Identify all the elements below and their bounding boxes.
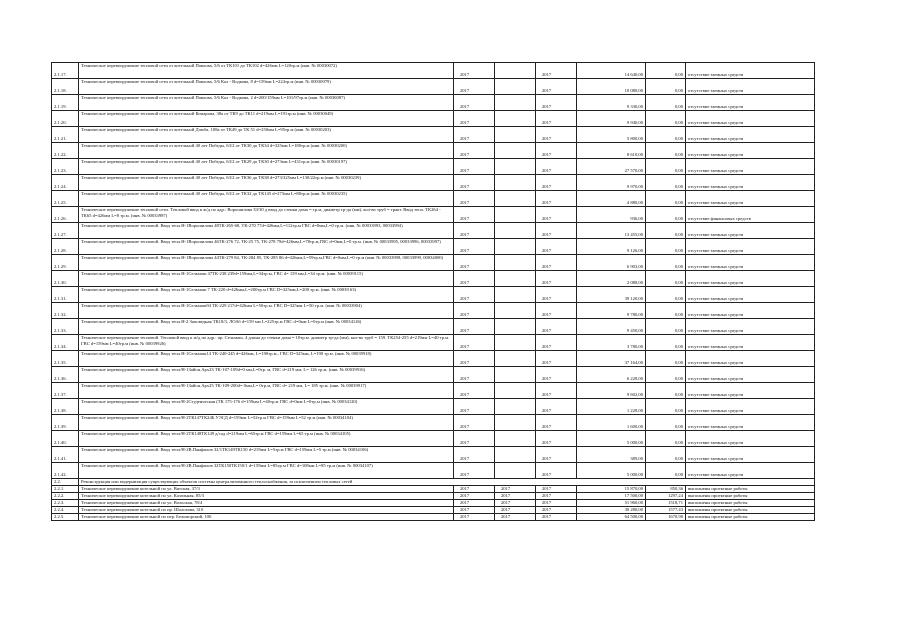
row-number: 2.1.37. bbox=[52, 383, 79, 399]
row-note: отсутствие заемных средств bbox=[686, 367, 815, 383]
row-value: 0,00 bbox=[646, 159, 686, 175]
row-value: 0,00 bbox=[646, 207, 686, 223]
table-row bbox=[52, 493, 815, 500]
row-empty-cell bbox=[495, 431, 536, 447]
section-number: 2.2. bbox=[52, 479, 79, 486]
investment-table bbox=[51, 62, 815, 521]
table-row bbox=[52, 431, 815, 447]
row-description: Техническое перевооружение тепловой. Ввод тепл.Н-1Ворошилова 46ТК-276 72, ТК-25 75, ТК-278 79d=426мм,L=78тр.м,ГВС d=0мм,L=0 тр.м. (инв. № 00033995, 00033996, 00033997) bbox=[79, 239, 454, 255]
row-amount: 17 500,00 bbox=[577, 493, 646, 500]
table-row bbox=[52, 95, 815, 111]
row-value: 0,00 bbox=[646, 175, 686, 191]
table-row bbox=[52, 303, 815, 319]
table-row bbox=[52, 207, 815, 223]
row-year-start: 2017 bbox=[454, 159, 495, 175]
row-value: 1518,71 bbox=[646, 500, 686, 507]
row-year-start: 2017 bbox=[454, 319, 495, 335]
row-number: 2.1.31. bbox=[52, 287, 79, 303]
row-note: отсутствие заемных средств bbox=[686, 335, 815, 351]
row-year-end: 2017 bbox=[536, 319, 577, 335]
row-description: Техническое перевооружение тепловой. Ввод тепл.Н-1Ворошилова 44ТК-279 84, ТК-284 85, ТК-285 86 d=426мм,L=59тр.м,ГВС d=0мм,L=0 тр.м (инв. № 00033998, 00033999, 00034000) bbox=[79, 255, 454, 271]
row-value: 0,00 bbox=[646, 351, 686, 367]
row-number: 2.1.20. bbox=[52, 111, 79, 127]
row-value: 0,00 bbox=[646, 415, 686, 431]
row-note: отсутствие заемных средств bbox=[686, 143, 815, 159]
row-year-end: 2017 bbox=[536, 493, 577, 500]
table-row bbox=[52, 239, 815, 255]
row-year-end: 2017 bbox=[536, 63, 577, 79]
row-year-end: 2017 bbox=[536, 514, 577, 521]
row-year-end: 2017 bbox=[536, 111, 577, 127]
row-note: отсутствие заемных средств bbox=[686, 255, 815, 271]
row-amount: 10 080,00 bbox=[577, 79, 646, 95]
row-amount: 39 120,00 bbox=[577, 287, 646, 303]
row-number: 2.1.32. bbox=[52, 303, 79, 319]
row-note: отсутствие заемных средств bbox=[686, 431, 815, 447]
row-number: 2.1.39. bbox=[52, 415, 79, 431]
table-row bbox=[52, 111, 815, 127]
row-description: Техническое перевооружение тепловой. Ввод тепл/Н-1Зайон.Арх25 ТК-109-200d= 0мм,L= 0тр.м, ГВС d= 219 мм, L= 185 тр.м. (инв. № 00039917) bbox=[79, 383, 454, 399]
row-empty-cell bbox=[495, 239, 536, 255]
row-value: 0,00 bbox=[646, 447, 686, 463]
table-row bbox=[52, 79, 815, 95]
row-empty-cell bbox=[495, 367, 536, 383]
row-year-end: 2017 bbox=[536, 271, 577, 287]
row-value: 0,00 bbox=[646, 127, 686, 143]
row-note: отсутствие заемных средств bbox=[686, 383, 815, 399]
row-empty-cell bbox=[495, 255, 536, 271]
row-note: отсутствие заемных средств bbox=[686, 463, 815, 479]
row-note: отсутствие заемных средств bbox=[686, 319, 815, 335]
row-year-end: 2017 bbox=[536, 486, 577, 493]
table-body bbox=[52, 63, 815, 521]
row-value: 0,00 bbox=[646, 319, 686, 335]
table-row bbox=[52, 447, 815, 463]
row-year-start: 2017 bbox=[454, 447, 495, 463]
row-amount: 1 600,00 bbox=[577, 415, 646, 431]
row-number: 2.1.29. bbox=[52, 255, 79, 271]
row-year-end: 2017 bbox=[536, 287, 577, 303]
row-number: 2.2.4. bbox=[52, 507, 79, 514]
row-number: 2.1.18. bbox=[52, 79, 79, 95]
row-note: выполнены проектные работы bbox=[686, 500, 815, 507]
row-value: 0,00 bbox=[646, 63, 686, 79]
row-amount: 389,00 bbox=[577, 447, 646, 463]
row-year-mid: 2017 bbox=[495, 500, 536, 507]
row-amount: 14 640,00 bbox=[577, 63, 646, 79]
row-year-end: 2017 bbox=[536, 223, 577, 239]
row-note: отсутствие заемных средств bbox=[686, 191, 815, 207]
row-year-start: 2017 bbox=[454, 507, 495, 514]
row-empty-cell bbox=[495, 335, 536, 351]
row-empty-cell bbox=[495, 111, 536, 127]
row-number: 2.1.35. bbox=[52, 351, 79, 367]
row-value: 1670,90 bbox=[646, 514, 686, 521]
table-row bbox=[52, 514, 815, 521]
row-description: Техническое перевооружение котельной по ул. Вятская, 37/3 bbox=[79, 486, 454, 493]
document-sheet bbox=[51, 62, 814, 521]
row-year-start: 2017 bbox=[454, 207, 495, 223]
row-description: Техническое перевооружение тепловой сети от котельной Дзюба, 108а от ТК49 до ТК 51 d=250мм L=95тр.м (инв. № 00030203) bbox=[79, 127, 454, 143]
row-year-end: 2017 bbox=[536, 303, 577, 319]
row-year-end: 2017 bbox=[536, 399, 577, 415]
row-description: Техническое перевооружение котельной по ул. Вольская, 78/4 bbox=[79, 500, 454, 507]
table-row bbox=[52, 143, 815, 159]
row-year-start: 2017 bbox=[454, 95, 495, 111]
row-note: отсутствие заемных средств bbox=[686, 63, 815, 79]
row-value: 0,00 bbox=[646, 95, 686, 111]
row-amount: 9 450,00 bbox=[577, 319, 646, 335]
table-row bbox=[52, 255, 815, 271]
row-description: Техническое перевооружение тепловой сети от котельной 40 лет Победы, 63/2 от ТК32 до ТК145 d=273мм L=80тр.м (инв. № 00030235) bbox=[79, 191, 454, 207]
row-year-start: 2017 bbox=[454, 514, 495, 521]
row-amount: 4 880,00 bbox=[577, 191, 646, 207]
row-year-end: 2017 bbox=[536, 207, 577, 223]
row-amount: 13 455,00 bbox=[577, 223, 646, 239]
row-description: Техническое перевооружение тепловой. Ввод тепл/Н-2ТК147ТК24Б УЭСД d=159мм L=52тр.м ГВС d=159мм L=52 тр.м (инв. № 00034104) bbox=[79, 415, 454, 431]
row-number: 2.1.42. bbox=[52, 463, 79, 479]
row-empty-cell bbox=[495, 383, 536, 399]
table-row bbox=[52, 175, 815, 191]
row-empty-cell bbox=[495, 287, 536, 303]
row-value: 1577,43 bbox=[646, 507, 686, 514]
row-value: 0,00 bbox=[646, 335, 686, 351]
row-number: 2.1.27. bbox=[52, 223, 79, 239]
table-row bbox=[52, 415, 815, 431]
row-year-end: 2017 bbox=[536, 351, 577, 367]
row-number: 2.1.33. bbox=[52, 319, 79, 335]
row-year-start: 2017 bbox=[454, 223, 495, 239]
row-number: 2.2.5. bbox=[52, 514, 79, 521]
row-description: Техническое перевооружение тепловой сети. Тепловой ввод к ж/д по адр.: Ворошилова 33/30 д ввод до стенки дома = тр.м, диаметр тр-да (мм), кол-во труб = тракт. Ввод тепл. ТК264 - ТК65 d=426мм L=8 тр.м. (инв. № 00033987) bbox=[79, 207, 454, 223]
row-value: 0,00 bbox=[646, 143, 686, 159]
row-amount: 936,00 bbox=[577, 207, 646, 223]
table-row bbox=[52, 191, 815, 207]
row-year-mid: 2017 bbox=[495, 507, 536, 514]
row-description: Техническое перевооружение котельной по пер. Беломорский, 100 bbox=[79, 514, 454, 521]
row-year-mid: 2017 bbox=[495, 514, 536, 521]
row-value: 850,36 bbox=[646, 486, 686, 493]
row-note: отсутствие заемных средств bbox=[686, 447, 815, 463]
row-description: Техническое перевооружение тепловой сети от котельной 40 лет Победы, 63/2 от ТК36 до ТК38 d=273/325мм L=130/22тр.м (инв. № 00030239) bbox=[79, 175, 454, 191]
row-value: 0,00 bbox=[646, 399, 686, 415]
row-amount: 64 500,00 bbox=[577, 514, 646, 521]
row-year-start: 2017 bbox=[454, 143, 495, 159]
row-amount: 3 780,00 bbox=[577, 335, 646, 351]
row-description: Техническое перевооружение тепловой сети от котельной 40 лет Победы, 63/2 от ТК30 до ТК34 d=325мм L=180тр.м (инв. № 00030200) bbox=[79, 143, 454, 159]
row-year-end: 2017 bbox=[536, 191, 577, 207]
table-row bbox=[52, 319, 815, 335]
row-year-start: 2017 bbox=[454, 415, 495, 431]
row-amount: 9 602,00 bbox=[577, 383, 646, 399]
row-amount: 9 970,00 bbox=[577, 175, 646, 191]
row-number: 2.1.38. bbox=[52, 399, 79, 415]
row-note: отсутствие заемных средств bbox=[686, 79, 815, 95]
row-amount: 1 228,00 bbox=[577, 399, 646, 415]
table-row bbox=[52, 399, 815, 415]
row-year-end: 2017 bbox=[536, 367, 577, 383]
table-row bbox=[52, 351, 815, 367]
row-amount: 6 228,00 bbox=[577, 367, 646, 383]
row-year-end: 2017 bbox=[536, 255, 577, 271]
row-empty-cell bbox=[495, 127, 536, 143]
row-value: 0,00 bbox=[646, 223, 686, 239]
row-amount: 27 570,00 bbox=[577, 159, 646, 175]
row-value: 0,00 bbox=[646, 79, 686, 95]
table-row bbox=[52, 335, 815, 351]
row-note: выполнены проектные работы bbox=[686, 486, 815, 493]
row-description: Техническое перевооружение тепловой. Ввод тепл.Н-1Сельмаш14 ТК-240-245 d=426мм, L=190тр.м., ГВС D=325мм, L=190 тр.м. (инв. № 00039918) bbox=[79, 351, 454, 367]
row-note: отсутствие финансовых средств bbox=[686, 207, 815, 223]
row-description: Техническое перевооружение тепловой. Ввод тепл/Н-2В.Панфилов 32ТК150ТК150/1 d=159мм L=85тр.м ГВС d=108мм L=85 тр.м (инв. № 00034107) bbox=[79, 463, 454, 479]
row-year-start: 2017 bbox=[454, 383, 495, 399]
row-year-start: 2017 bbox=[454, 463, 495, 479]
row-empty-cell bbox=[495, 143, 536, 159]
row-year-start: 2017 bbox=[454, 303, 495, 319]
table-row bbox=[52, 500, 815, 507]
row-number: 2.1.36. bbox=[52, 367, 79, 383]
row-amount: 5 800,00 bbox=[577, 127, 646, 143]
row-year-end: 2017 bbox=[536, 143, 577, 159]
row-empty-cell bbox=[495, 319, 536, 335]
row-value: 0,00 bbox=[646, 463, 686, 479]
row-number: 2.1.34. bbox=[52, 335, 79, 351]
row-year-start: 2017 bbox=[454, 239, 495, 255]
table-row bbox=[52, 486, 815, 493]
row-year-end: 2017 bbox=[536, 79, 577, 95]
row-empty-cell bbox=[495, 95, 536, 111]
row-year-end: 2017 bbox=[536, 463, 577, 479]
row-note: отсутствие заемных средств bbox=[686, 399, 815, 415]
row-amount: 8 610,00 bbox=[577, 143, 646, 159]
row-year-end: 2017 bbox=[536, 383, 577, 399]
row-amount: 37 164,00 bbox=[577, 351, 646, 367]
row-note: отсутствие заемных средств bbox=[686, 351, 815, 367]
row-year-end: 2017 bbox=[536, 95, 577, 111]
section-row bbox=[52, 479, 815, 486]
row-empty-cell bbox=[495, 351, 536, 367]
row-year-start: 2017 bbox=[454, 287, 495, 303]
row-number: 2.1.22. bbox=[52, 143, 79, 159]
row-description: Техническое перевооружение тепловой. Ввод тепл/Н-2Студенческая (ТК 175-176 d=159мм L=40тр.м ГВС d=0мм L=0тр.м (инв. № 00034120) bbox=[79, 399, 454, 415]
row-description: Техническое перевооружение тепловой. Ввод тепл/Н-2ТК148ТК149 д/сад d=219мм L=65тр.м ГВС d=159мм L=65 тр.м (инв. № 00034105) bbox=[79, 431, 454, 447]
row-amount: 9 330,00 bbox=[577, 95, 646, 111]
row-value: 0,00 bbox=[646, 271, 686, 287]
row-description: Техническое перевооружение тепловой сети от котельной Павлова, 5/6 от ТК101 до ТК102 d=426мм L=120тр.м (инв. № 00030072) bbox=[79, 63, 454, 79]
row-amount: 9 940,00 bbox=[577, 111, 646, 127]
table-row bbox=[52, 463, 815, 479]
row-amount: 51 960,00 bbox=[577, 500, 646, 507]
row-number: 2.1.23. bbox=[52, 159, 79, 175]
table-row bbox=[52, 507, 815, 514]
row-year-end: 2017 bbox=[536, 500, 577, 507]
row-empty-cell bbox=[495, 63, 536, 79]
row-number: 2.1.40. bbox=[52, 431, 79, 447]
row-description: Техническое перевооружение тепловой сети от котельной Павлова, 5/6 Кол - Водкова, 8 d=159мм L=224тр.м (инв. № 00030079) bbox=[79, 79, 454, 95]
row-empty-cell bbox=[495, 271, 536, 287]
row-value: 1297,24 bbox=[646, 493, 686, 500]
row-value: 0,00 bbox=[646, 255, 686, 271]
row-number: 2.1.26. bbox=[52, 207, 79, 223]
row-description: Техническое перевооружение тепловой сети от котельной 40 лет Победы, 63/2 от ТК29 до ТК30 d=273мм L=431тр.м (инв. № 00030197) bbox=[79, 159, 454, 175]
row-amount: 15 870,00 bbox=[577, 486, 646, 493]
table-row bbox=[52, 383, 815, 399]
row-year-end: 2017 bbox=[536, 239, 577, 255]
row-amount: 9 126,00 bbox=[577, 239, 646, 255]
table-row bbox=[52, 127, 815, 143]
row-note: отсутствие заемных средств bbox=[686, 175, 815, 191]
row-year-mid: 2017 bbox=[495, 493, 536, 500]
row-description: Техническое перевооружение котельной по пр. Шолохова, 310 bbox=[79, 507, 454, 514]
row-number: 2.1.28. bbox=[52, 239, 79, 255]
table-row bbox=[52, 367, 815, 383]
row-note: отсутствие заемных средств bbox=[686, 95, 815, 111]
row-value: 0,00 bbox=[646, 383, 686, 399]
row-number: 2.1.30. bbox=[52, 271, 79, 287]
row-amount: 2 088,00 bbox=[577, 271, 646, 287]
row-description: Техническое перевооружение тепловой. Ввод тепл.Н-1Ворошилова 48ТК-265-68, ТК-270 77d=426мм,L=112тр.м ГВС d=0мм,L=0 тр.м. (инв. № 00033993, 00033994) bbox=[79, 223, 454, 239]
table-row bbox=[52, 63, 815, 79]
row-amount: 30 280,00 bbox=[577, 507, 646, 514]
row-value: 0,00 bbox=[646, 367, 686, 383]
row-year-start: 2017 bbox=[454, 399, 495, 415]
row-amount: 5 000,00 bbox=[577, 431, 646, 447]
row-empty-cell bbox=[495, 159, 536, 175]
row-year-end: 2017 bbox=[536, 415, 577, 431]
row-empty-cell bbox=[495, 399, 536, 415]
row-year-start: 2017 bbox=[454, 255, 495, 271]
row-amount: 6 903,00 bbox=[577, 255, 646, 271]
row-empty-cell bbox=[495, 303, 536, 319]
section-description: Реконструкция или модернизация существующих объектов системы централизованного теплоснабжения, за исключением тепловых сетей bbox=[79, 479, 815, 486]
row-empty-cell bbox=[495, 191, 536, 207]
row-note: выполнены проектные работы bbox=[686, 507, 815, 514]
row-year-end: 2017 bbox=[536, 127, 577, 143]
row-empty-cell bbox=[495, 447, 536, 463]
row-description: Техническое перевооружение тепловой. Ввод тепл.Н-2 Заповедная ТК18/3, ЛОАб d=159 мм L=225тр.м ГВС d=0мм L=0тр.м (инв. № 00034126) bbox=[79, 319, 454, 335]
row-description: Техническое перевооружение тепловой сети от котельной Павлова, 5/6 Кол - Водкова, 2 d=200/159мм L=101/97тр.м (инв. № 00030087) bbox=[79, 95, 454, 111]
row-year-end: 2017 bbox=[536, 507, 577, 514]
row-description: Техническое перевооружение тепловой. Ввод тепл.Н-1Сельмаш 7 ТК-220 d=426мм,L=200тр.м ГВС D=325мм,L=200 тр.м. (инв. № 00039 63) bbox=[79, 287, 454, 303]
row-value: 0,00 bbox=[646, 431, 686, 447]
row-year-start: 2017 bbox=[454, 271, 495, 287]
row-number: 2.1.19. bbox=[52, 95, 79, 111]
row-note: выполнены проектные работы bbox=[686, 493, 815, 500]
row-description: Техническое перевооружение тепловой. Тепловой ввод к ж/д по адр.: пр. Сельмаш, 4 длина до стенки дома = 10тр.м. диаметр тр-да (мм), кол-во труб = 159. ТК254-255 d=219мм L=40 тр.м. ГВС d=159мм L=40тр.м (инв. № 00039926) bbox=[79, 335, 454, 351]
row-amount: 9 780,00 bbox=[577, 303, 646, 319]
row-value: 0,00 bbox=[646, 303, 686, 319]
row-year-start: 2017 bbox=[454, 127, 495, 143]
row-amount: 5 000,00 bbox=[577, 463, 646, 479]
row-year-end: 2017 bbox=[536, 335, 577, 351]
row-note: отсутствие заемных средств bbox=[686, 159, 815, 175]
row-empty-cell bbox=[495, 223, 536, 239]
row-note: отсутствие заемных средств bbox=[686, 303, 815, 319]
row-year-end: 2017 bbox=[536, 431, 577, 447]
row-value: 0,00 bbox=[646, 111, 686, 127]
row-empty-cell bbox=[495, 463, 536, 479]
row-description: Техническое перевооружение тепловой. Ввод тепл/Н-1Зайон.Арх23 ТК-107-109d=0 мм,L=0тр. м, ГВС d=219 мм, L= 126 тр.м. (инв. № 00039916) bbox=[79, 367, 454, 383]
table-row bbox=[52, 271, 815, 287]
row-year-start: 2017 bbox=[454, 335, 495, 351]
table-row bbox=[52, 159, 815, 175]
row-description: Техническое перевооружение тепловой. Ввод тепл.Н-1Сельмаш 47ТК-238 239d=159мм,L=34тр.м, ГВС d= 159 мм,L=34 тр.м. (инв. № 00039115) bbox=[79, 271, 454, 287]
row-number: 2.1.21. bbox=[52, 127, 79, 143]
row-value: 0,00 bbox=[646, 239, 686, 255]
row-note: отсутствие заемных средств bbox=[686, 223, 815, 239]
row-empty-cell bbox=[495, 79, 536, 95]
row-note: отсутствие заемных средств bbox=[686, 127, 815, 143]
row-note: отсутствие заемных средств bbox=[686, 287, 815, 303]
row-empty-cell bbox=[495, 415, 536, 431]
row-note: отсутствие заемных средств bbox=[686, 111, 815, 127]
row-number: 2.1.17. bbox=[52, 63, 79, 79]
row-year-end: 2017 bbox=[536, 159, 577, 175]
row-number: 2.2.1. bbox=[52, 486, 79, 493]
row-number: 2.1.24. bbox=[52, 175, 79, 191]
row-year-start: 2017 bbox=[454, 500, 495, 507]
row-number: 2.1.25. bbox=[52, 191, 79, 207]
row-year-start: 2017 bbox=[454, 191, 495, 207]
row-note: выполнены проектные работы bbox=[686, 514, 815, 521]
row-description: Техническое перевооружение котельной по ул. Казачьная, 85/3 bbox=[79, 493, 454, 500]
row-year-start: 2017 bbox=[454, 63, 495, 79]
row-number: 2.2.3. bbox=[52, 500, 79, 507]
row-year-start: 2017 bbox=[454, 175, 495, 191]
row-year-end: 2017 bbox=[536, 447, 577, 463]
row-value: 0,00 bbox=[646, 191, 686, 207]
row-year-start: 2017 bbox=[454, 367, 495, 383]
row-year-start: 2017 bbox=[454, 351, 495, 367]
table-row bbox=[52, 223, 815, 239]
row-empty-cell bbox=[495, 207, 536, 223]
row-value: 0,00 bbox=[646, 287, 686, 303]
row-note: отсутствие заемных средств bbox=[686, 271, 815, 287]
row-year-start: 2017 bbox=[454, 493, 495, 500]
row-description: Техническое перевооружение тепловой. Ввод тепл.Н-1Сельмаш94 ТК-229 217d=426мм L=50тр.м. ГВС D=325мм L=50 тр.м. (инв. № 00033904) bbox=[79, 303, 454, 319]
row-year-end: 2017 bbox=[536, 175, 577, 191]
row-year-start: 2017 bbox=[454, 111, 495, 127]
row-description: Техническое перевооружение тепловой. Ввод тепл/Н-2В.Панфилов 32/1ТК149ТК150 d=219мм L=5тр.м ГВС d=159мм L=5 тр.м (инв. № 00034106) bbox=[79, 447, 454, 463]
row-number: 2.1.41. bbox=[52, 447, 79, 463]
table-row bbox=[52, 287, 815, 303]
row-number: 2.2.2. bbox=[52, 493, 79, 500]
row-year-start: 2017 bbox=[454, 431, 495, 447]
row-empty-cell bbox=[495, 175, 536, 191]
row-year-mid: 2017 bbox=[495, 486, 536, 493]
row-year-start: 2017 bbox=[454, 79, 495, 95]
row-year-start: 2017 bbox=[454, 486, 495, 493]
row-note: отсутствие заемных средств bbox=[686, 415, 815, 431]
row-description: Техническое перевооружение тепловой сети от котельной Комарова, 38а от ТК9 до ТК11 d=219мм L=191тр.м (инв. № 00030049) bbox=[79, 111, 454, 127]
row-note: отсутствие заемных средств bbox=[686, 239, 815, 255]
